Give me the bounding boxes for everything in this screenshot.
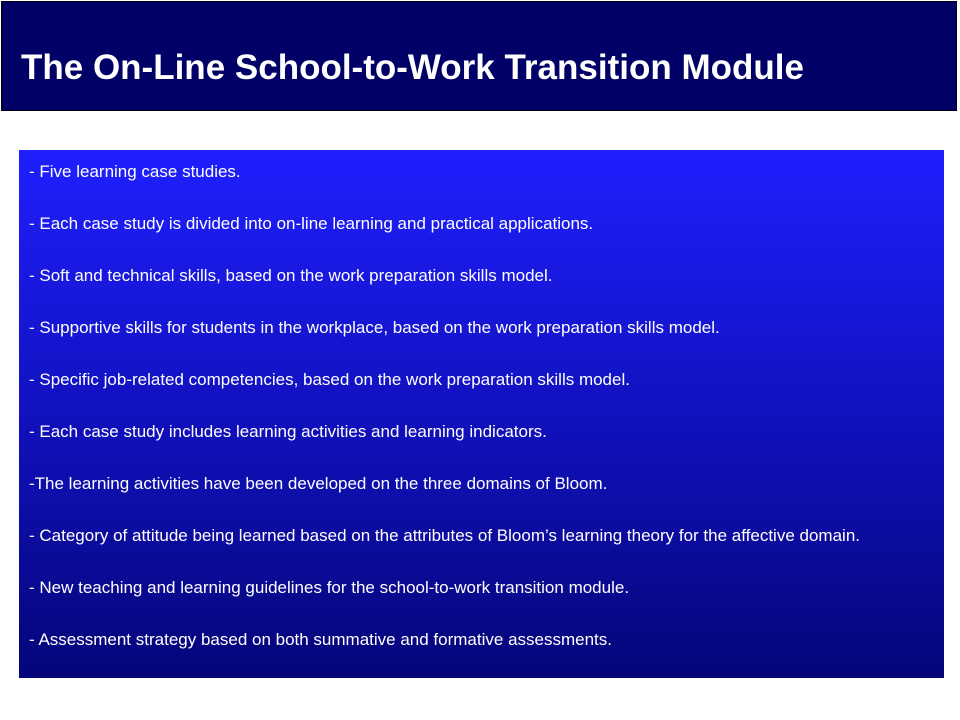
bullet-item: - Each case study includes learning activities and learning indicators. [29, 422, 547, 441]
bullet-item: - Five learning case studies. [29, 162, 241, 181]
bullet-item: - New teaching and learning guidelines for the school-to-work transition module. [29, 578, 630, 597]
bullet-item: - Specific job-related competencies, based on the work preparation skills model. [29, 370, 630, 389]
slide-title: The On-Line School-to-Work Transition Module [21, 48, 804, 87]
bullet-item: -The learning activities have been developed on the three domains of Bloom. [29, 474, 608, 493]
bullet-list [29, 159, 934, 653]
content-panel [19, 150, 944, 678]
bullet-item: - Category of attitude being learned based on the attributes of Bloom’s learning theory for the affective domain. [29, 526, 860, 545]
title-bar [1, 1, 957, 111]
bullet-item: - Soft and technical skills, based on the work preparation skills model. [29, 266, 553, 285]
bullet-item: - Assessment strategy based on both summative and formative assessments. [29, 630, 612, 649]
bullet-item: - Supportive skills for students in the workplace, based on the work preparation skills model. [29, 318, 720, 337]
bullet-item: - Each case study is divided into on-line learning and practical applications. [29, 214, 594, 233]
